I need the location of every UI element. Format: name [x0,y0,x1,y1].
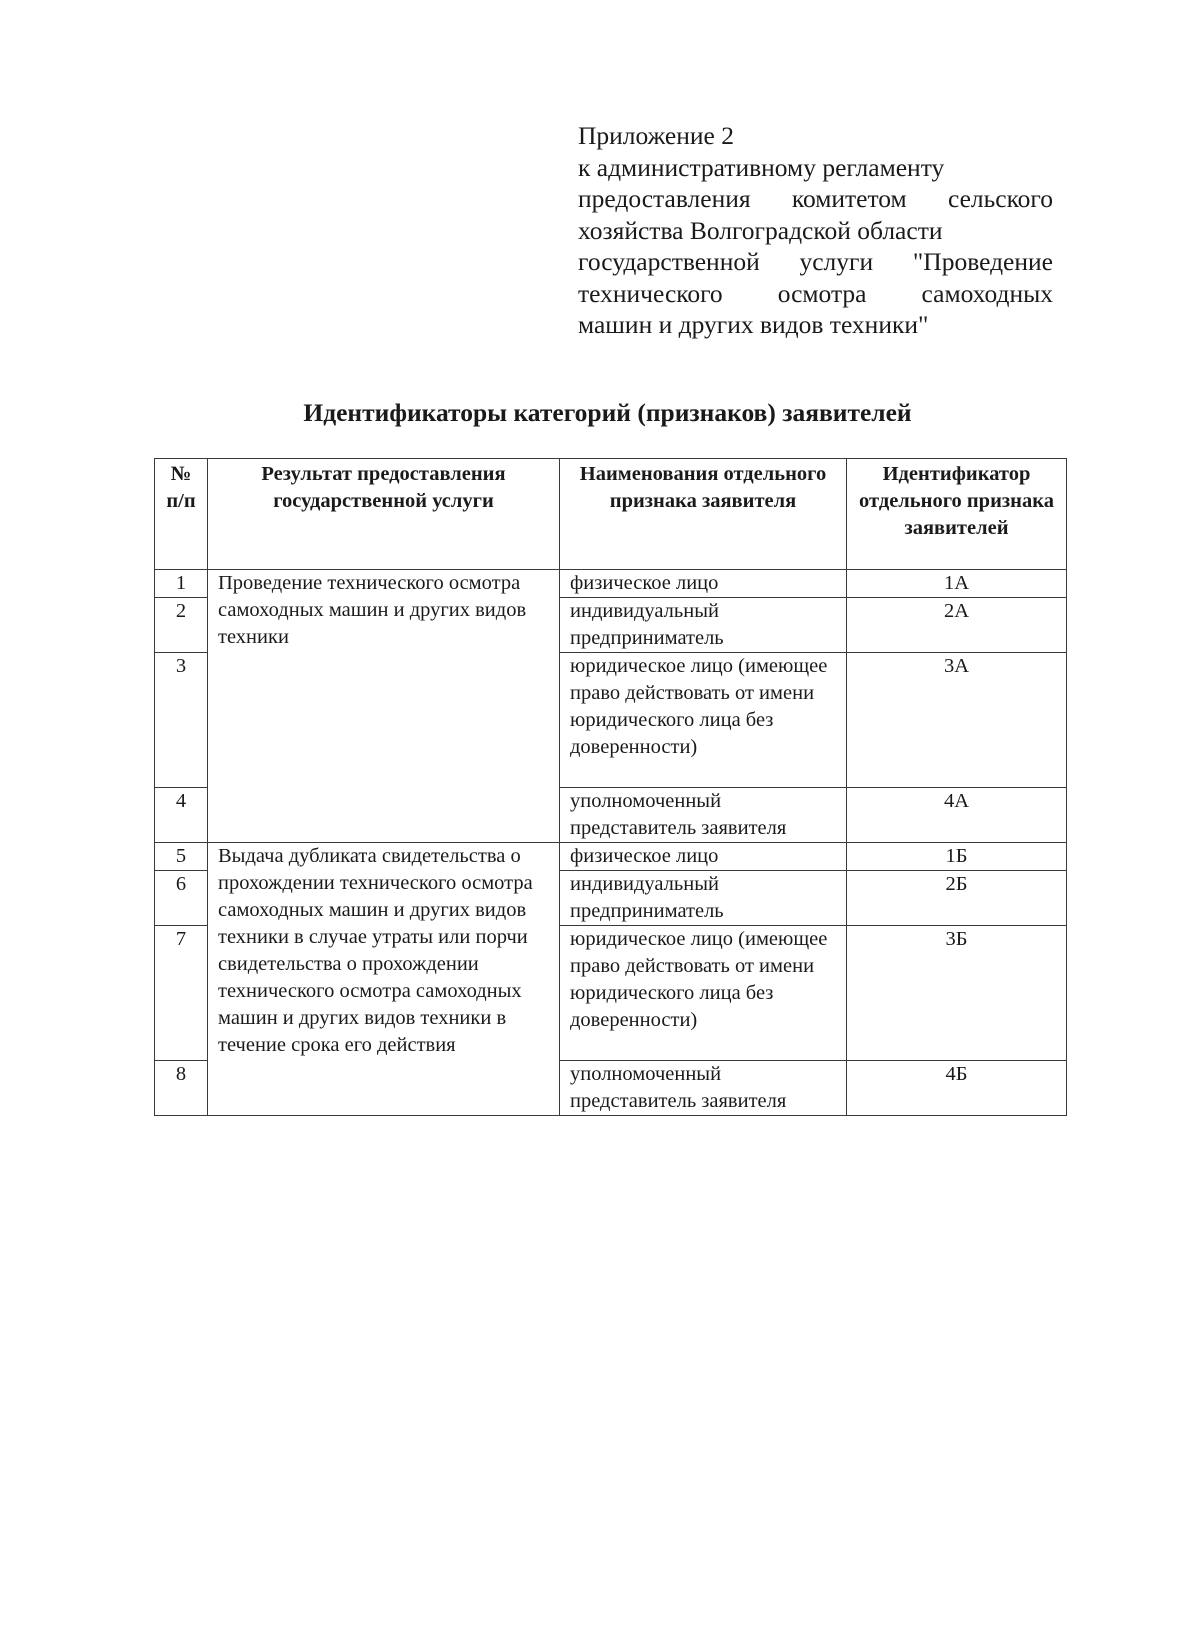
appendix-line: технического осмотра самоходных [578,278,1053,308]
identifier-cell: 4Б [847,1061,1067,1116]
header-identifier: Идентификатор отдельного признака заявителей [847,459,1067,570]
row-number: 8 [155,1061,208,1116]
table-row [155,570,1067,598]
table-row [155,843,1067,871]
applicant-identifiers-table [154,458,1067,1116]
row-number: 1 [155,570,208,598]
appendix-line: предоставления комитетом сельского [578,184,1053,213]
table-header-row [155,459,1067,570]
row-number: 6 [155,871,208,926]
applicant-feature-cell: юридическое лицо (имеющее право действовать от имени юридического лица без доверенности) [560,926,847,1061]
appendix-line: машин и других видов техники" [578,310,929,339]
identifier-cell: 3А [847,653,1067,788]
applicant-feature-cell: индивидуальный предприниматель [560,598,847,653]
identifier-cell: 3Б [847,926,1067,1061]
identifier-cell: 1А [847,570,1067,598]
identifier-cell: 1Б [847,843,1067,871]
appendix-line: государственной услуги "Проведение [578,247,1053,276]
appendix-line: Приложение 2 [578,121,734,150]
row-number: 3 [155,653,208,788]
header-number: № п/п [155,459,208,570]
header-feature-name: Наименования отдельного признака заявителя [560,459,847,570]
appendix-line: к административному регламенту [578,152,945,182]
row-number: 7 [155,926,208,1061]
identifier-cell: 2Б [847,871,1067,926]
row-number: 4 [155,788,208,843]
document-title: Идентификаторы категорий (признаков) заявителей [303,398,912,427]
identifier-cell: 4А [847,788,1067,843]
applicant-feature-cell: юридическое лицо (имеющее право действовать от имени юридического лица без доверенности) [560,653,847,788]
applicant-feature-cell: физическое лицо [560,570,847,598]
row-number: 2 [155,598,208,653]
appendix-line: хозяйства Волгоградской области [578,215,943,245]
header-result: Результат предоставления государственной услуги [208,459,560,570]
applicant-feature-cell: физическое лицо [560,843,847,871]
service-result-cell: Проведение технического осмотра самоходных машин и других видов техники [208,570,560,843]
applicant-feature-cell: уполномоченный представитель заявителя [560,1061,847,1116]
applicant-feature-cell: индивидуальный предприниматель [560,871,847,926]
applicant-feature-cell: уполномоченный представитель заявителя [560,788,847,843]
identifier-cell: 2А [847,598,1067,653]
service-result-cell: Выдача дубликата свидетельства о прохождении технического осмотра самоходных машин и других видов техники в случае утраты или порчи свидетельства о прохождении технического осмотра самоходных машин и других видов техники в течение срока его действия [208,843,560,1116]
row-number: 5 [155,843,208,871]
appendix-header [578,120,1053,341]
